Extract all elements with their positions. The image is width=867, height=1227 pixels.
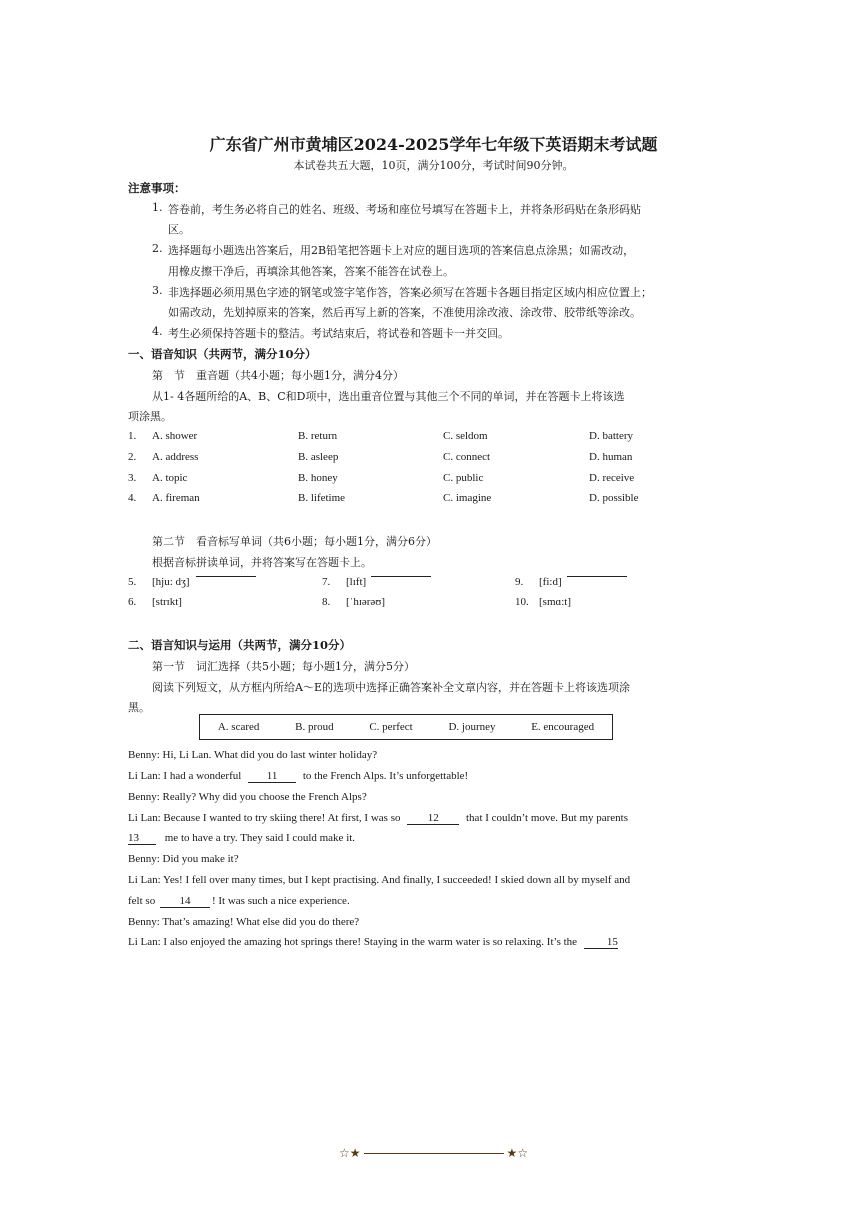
notice-item-4-no: 4. bbox=[152, 325, 163, 338]
part1-heading: 一、语音知识（共两节，满分10分） bbox=[128, 347, 317, 361]
answer-blank-14[interactable]: 14 bbox=[160, 895, 210, 908]
notice-item-2-line-2: 用橡皮擦干净后，再填涂其他答案，答案不能答在试卷上。 bbox=[168, 265, 454, 278]
dialogue-text: Li Lan: I also enjoyed the amazing hot springs there! Staying in the warm water is so relaxing. It’s the bbox=[128, 936, 580, 948]
phonetic-symbol: [strɪkt] bbox=[152, 596, 182, 608]
question-number: 9. bbox=[515, 576, 524, 588]
word-option-b: B. proud bbox=[295, 721, 334, 733]
dialogue-line-7 bbox=[128, 874, 630, 886]
dialogue-line-8 bbox=[128, 895, 350, 908]
dialogue-text: me to have a try. They said I could make it. bbox=[162, 832, 356, 844]
notice-item-2-line-1: 选择题每小题选出答案后，用2B铅笔把答题卡上对应的题目选项的答案信息点涂黑；如需改动， bbox=[168, 244, 635, 257]
option-d: D. battery bbox=[589, 430, 633, 442]
option-a: A. fireman bbox=[152, 492, 200, 504]
question-number: 7. bbox=[322, 576, 331, 588]
phonetic-symbol: [ˈhɪərəʊ] bbox=[346, 596, 386, 608]
question-number: 5. bbox=[128, 576, 137, 588]
question-number: 10. bbox=[515, 596, 529, 608]
option-b: B. asleep bbox=[298, 451, 339, 463]
dialogue-line-3 bbox=[128, 791, 367, 803]
part2-section1-instruction-1: 阅读下列短文，从方框内所给A～E的选项中选择正确答案补全文章内容，并在答题卡上将该选项涂 bbox=[152, 681, 630, 694]
dialogue-line-2 bbox=[128, 770, 468, 783]
option-b: B. lifetime bbox=[298, 492, 346, 504]
notice-item-3-line-2: 如需改动，先划掉原来的答案，然后再写上新的答案，不准使用涂改液、涂改带、胶带纸等涂改。 bbox=[168, 306, 641, 319]
option-c: C. imagine bbox=[443, 492, 492, 504]
answer-blank[interactable] bbox=[567, 576, 627, 577]
answer-blank[interactable] bbox=[196, 576, 256, 577]
dialogue-text: Li Lan: I had a wonderful bbox=[128, 770, 245, 782]
dialogue-text: Li Lan: Yes! I fell over many times, but I kept practising. And finally, I succeeded! I skied down all by myself and bbox=[128, 874, 631, 886]
dialogue-text: that I couldn’t move. But my parents bbox=[463, 812, 629, 824]
dialogue-text: to the French Alps. It’s unforgettable! bbox=[300, 770, 469, 782]
answer-blank-11[interactable]: 11 bbox=[248, 770, 296, 783]
question-number: 6. bbox=[128, 596, 137, 608]
part1-section1-heading: 第 节 重音题（共4小题；每小题1分，满分4分） bbox=[152, 369, 404, 382]
phonetic-symbol: [smɑ:t] bbox=[539, 596, 572, 608]
part2-heading: 二、语言知识与运用（共两节，满分10分） bbox=[128, 638, 352, 652]
word-option-e: E. encouraged bbox=[531, 721, 595, 733]
answer-blank[interactable] bbox=[371, 576, 431, 577]
page-subtitle: 本试卷共五大题，10页，满分100分，考试时间90分钟。 bbox=[293, 159, 574, 172]
word-option-a: A. scared bbox=[217, 721, 260, 733]
question-number: 2. bbox=[128, 451, 137, 463]
notice-item-3-line-1: 非选择题必须用黑色字迹的钢笔或签字笔作答，答案必须写在答题卡各题目指定区域内相应位置上； bbox=[168, 286, 652, 299]
phonetic-symbol: [lɪft] bbox=[346, 576, 367, 588]
dialogue-text: Li Lan: Because I wanted to try skiing there! At first, I was so bbox=[128, 812, 404, 824]
option-d: D. possible bbox=[589, 492, 639, 504]
option-a: A. topic bbox=[152, 472, 188, 484]
word-option-d: D. journey bbox=[448, 721, 496, 733]
answer-blank-13[interactable]: 13 bbox=[128, 832, 156, 845]
question-number: 3. bbox=[128, 472, 137, 484]
page-footer-ornament bbox=[0, 1146, 867, 1160]
footer-divider-line bbox=[364, 1153, 504, 1154]
notice-heading: 注意事项： bbox=[128, 181, 186, 195]
part1-section1-instruction-2: 项涂黑。 bbox=[128, 410, 172, 423]
dialogue-line-5 bbox=[128, 832, 355, 845]
word-option-c: C. perfect bbox=[369, 721, 413, 733]
phonetic-symbol: [hju: dʒ] bbox=[152, 576, 190, 588]
dialogue-text: Benny: Did you make it? bbox=[128, 853, 239, 865]
option-c: C. seldom bbox=[443, 430, 488, 442]
page-title: 广东省广州市黄埔区2024-2025学年七年级下英语期末考试题 bbox=[209, 135, 658, 154]
part2-section1-instruction-2: 黑。 bbox=[128, 701, 150, 714]
option-c: C. connect bbox=[443, 451, 491, 463]
dialogue-text: ! It was such a nice experience. bbox=[211, 895, 350, 907]
dialogue-line-6 bbox=[128, 853, 239, 865]
option-b: B. honey bbox=[298, 472, 338, 484]
part1-section2-instruction: 根据音标拼读单词，并将答案写在答题卡上。 bbox=[152, 556, 372, 569]
notice-item-1-line-1: 答卷前，考生务必将自己的姓名、班级、考场和座位号填写在答题卡上，并将条形码贴在条形码贴 bbox=[168, 203, 641, 216]
word-option-box bbox=[199, 714, 613, 740]
option-d: D. receive bbox=[589, 472, 635, 484]
dialogue-text: Benny: That’s amazing! What else did you do there? bbox=[128, 916, 360, 928]
dialogue-line-1 bbox=[128, 749, 377, 761]
question-number: 1. bbox=[128, 430, 137, 442]
part1-section1-instruction-1: 从1- 4各题所给的A、B、C和D项中，选出重音位置与其他三个不同的单词，并在答题卡上将该选 bbox=[152, 390, 625, 403]
dialogue-text: Benny: Really? Why did you choose the French Alps? bbox=[128, 791, 367, 803]
dialogue-text: Benny: Hi, Li Lan. What did you do last winter holiday? bbox=[128, 749, 378, 761]
dialogue-text: felt so bbox=[128, 895, 158, 907]
answer-blank-15[interactable]: 15 bbox=[584, 936, 618, 949]
option-c: C. public bbox=[443, 472, 484, 484]
notice-item-1-line-2: 区。 bbox=[168, 223, 190, 236]
option-a: A. address bbox=[152, 451, 199, 463]
phonetic-symbol: [fi:d] bbox=[539, 576, 562, 588]
notice-item-3-no: 3. bbox=[152, 284, 163, 297]
answer-blank-12[interactable]: 12 bbox=[407, 812, 459, 825]
option-b: B. return bbox=[298, 430, 338, 442]
option-a: A. shower bbox=[152, 430, 198, 442]
question-number: 8. bbox=[322, 596, 331, 608]
dialogue-line-4 bbox=[128, 812, 628, 825]
question-number: 4. bbox=[128, 492, 137, 504]
notice-item-1-no: 1. bbox=[152, 201, 163, 214]
dialogue-line-10 bbox=[128, 936, 618, 949]
dialogue-line-9 bbox=[128, 916, 359, 928]
footer-stars-right: ★☆ bbox=[506, 1146, 529, 1160]
notice-item-2-no: 2. bbox=[152, 242, 163, 255]
part1-section2-heading: 第二节 看音标写单词（共6小题；每小题1分，满分6分） bbox=[152, 535, 437, 548]
part2-section1-heading: 第一节 词汇选择（共5小题；每小题1分，满分5分） bbox=[152, 660, 415, 673]
notice-item-4-line-1: 考生必须保持答题卡的整洁。考试结束后，将试卷和答题卡一并交回。 bbox=[168, 327, 509, 340]
option-d: D. human bbox=[589, 451, 633, 463]
footer-stars-left: ☆★ bbox=[338, 1146, 361, 1160]
